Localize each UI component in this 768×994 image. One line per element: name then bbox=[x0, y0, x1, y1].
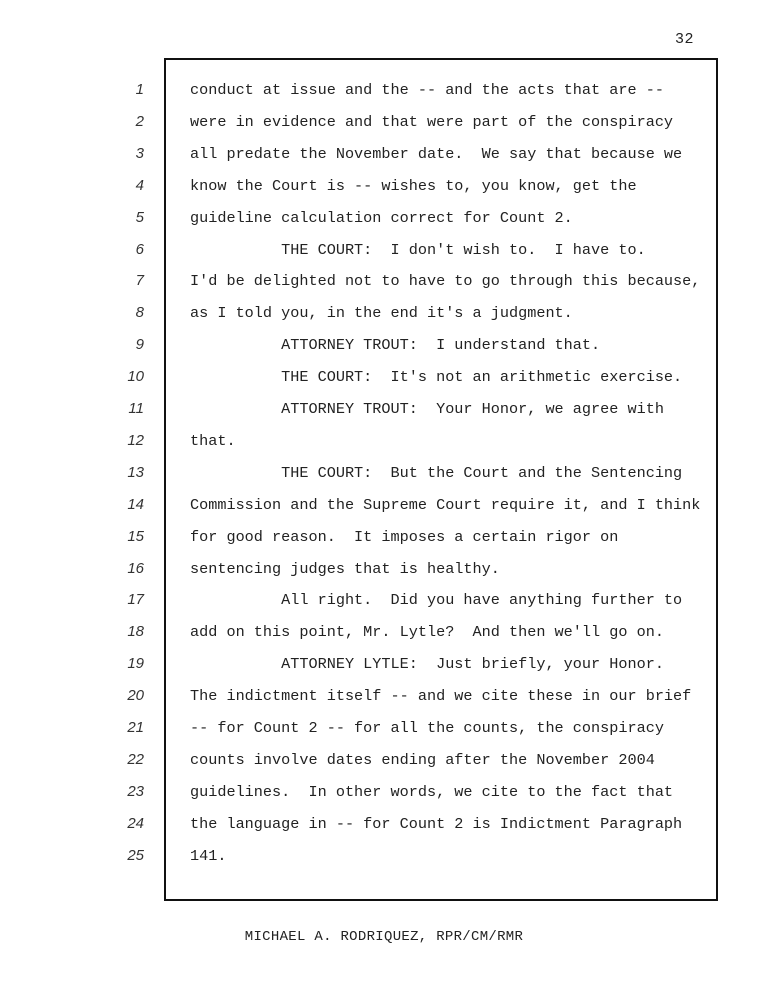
line-number: 19 bbox=[127, 655, 144, 672]
transcript-line: THE COURT: It's not an arithmetic exercise. bbox=[190, 368, 683, 386]
transcript-line: know the Court is -- wishes to, you know, get the bbox=[190, 177, 637, 195]
transcript-line: add on this point, Mr. Lytle? And then we'll go on. bbox=[190, 623, 664, 641]
transcript-line: for good reason. It imposes a certain rigor on bbox=[190, 528, 619, 546]
line-number: 3 bbox=[135, 145, 144, 162]
line-number: 12 bbox=[127, 432, 144, 449]
transcript-line: as I told you, in the end it's a judgment. bbox=[190, 304, 573, 322]
line-number: 15 bbox=[127, 528, 144, 545]
page-number: 32 bbox=[674, 31, 694, 48]
line-number: 17 bbox=[127, 591, 144, 608]
line-number: 9 bbox=[135, 336, 144, 353]
line-number: 16 bbox=[127, 560, 144, 577]
line-number: 14 bbox=[127, 496, 144, 513]
transcript-line: Commission and the Supreme Court require it, and I think bbox=[190, 496, 701, 514]
transcript-line: All right. Did you have anything further to bbox=[190, 591, 683, 609]
transcript-line: -- for Count 2 -- for all the counts, the conspiracy bbox=[190, 719, 664, 737]
transcript-line: I'd be delighted not to have to go through this because, bbox=[190, 272, 701, 290]
transcript-line: sentencing judges that is healthy. bbox=[190, 560, 500, 578]
transcript-line: THE COURT: But the Court and the Sentencing bbox=[190, 464, 683, 482]
transcript-line: all predate the November date. We say that because we bbox=[190, 145, 683, 163]
transcript-line: conduct at issue and the -- and the acts that are -- bbox=[190, 81, 664, 99]
line-number: 8 bbox=[135, 304, 144, 321]
transcript-line: The indictment itself -- and we cite these in our brief bbox=[190, 687, 692, 705]
line-number: 25 bbox=[127, 847, 144, 864]
transcript-line: THE COURT: I don't wish to. I have to. bbox=[190, 241, 646, 259]
line-number: 6 bbox=[135, 241, 144, 258]
transcript-line: ATTORNEY TROUT: Your Honor, we agree with bbox=[190, 400, 664, 418]
line-number: 7 bbox=[135, 272, 144, 289]
line-number: 20 bbox=[127, 687, 144, 704]
line-number: 24 bbox=[127, 815, 144, 832]
line-number: 10 bbox=[127, 368, 144, 385]
transcript-line: ATTORNEY LYTLE: Just briefly, your Honor. bbox=[190, 655, 664, 673]
transcript-line: were in evidence and that were part of the conspiracy bbox=[190, 113, 674, 131]
line-number: 18 bbox=[127, 623, 144, 640]
line-number: 11 bbox=[128, 400, 144, 417]
line-number: 5 bbox=[135, 209, 144, 226]
line-number: 23 bbox=[127, 783, 144, 800]
transcript-line: counts involve dates ending after the November 2004 bbox=[190, 751, 655, 769]
transcript-line: ATTORNEY TROUT: I understand that. bbox=[190, 336, 601, 354]
transcript-line: guidelines. In other words, we cite to the fact that bbox=[190, 783, 674, 801]
line-number: 22 bbox=[127, 751, 144, 768]
line-number: 1 bbox=[135, 81, 144, 98]
line-number: 2 bbox=[135, 113, 144, 130]
reporter-footer: MICHAEL A. RODRIQUEZ, RPR/CM/RMR bbox=[244, 929, 524, 945]
transcript-line: the language in -- for Count 2 is Indictment Paragraph bbox=[190, 815, 683, 833]
line-number: 4 bbox=[135, 177, 144, 194]
transcript-line: that. bbox=[190, 432, 236, 450]
transcript-line: 141. bbox=[190, 847, 227, 865]
transcript-line: guideline calculation correct for Count 2. bbox=[190, 209, 573, 227]
line-number: 21 bbox=[127, 719, 144, 736]
line-number: 13 bbox=[127, 464, 144, 481]
